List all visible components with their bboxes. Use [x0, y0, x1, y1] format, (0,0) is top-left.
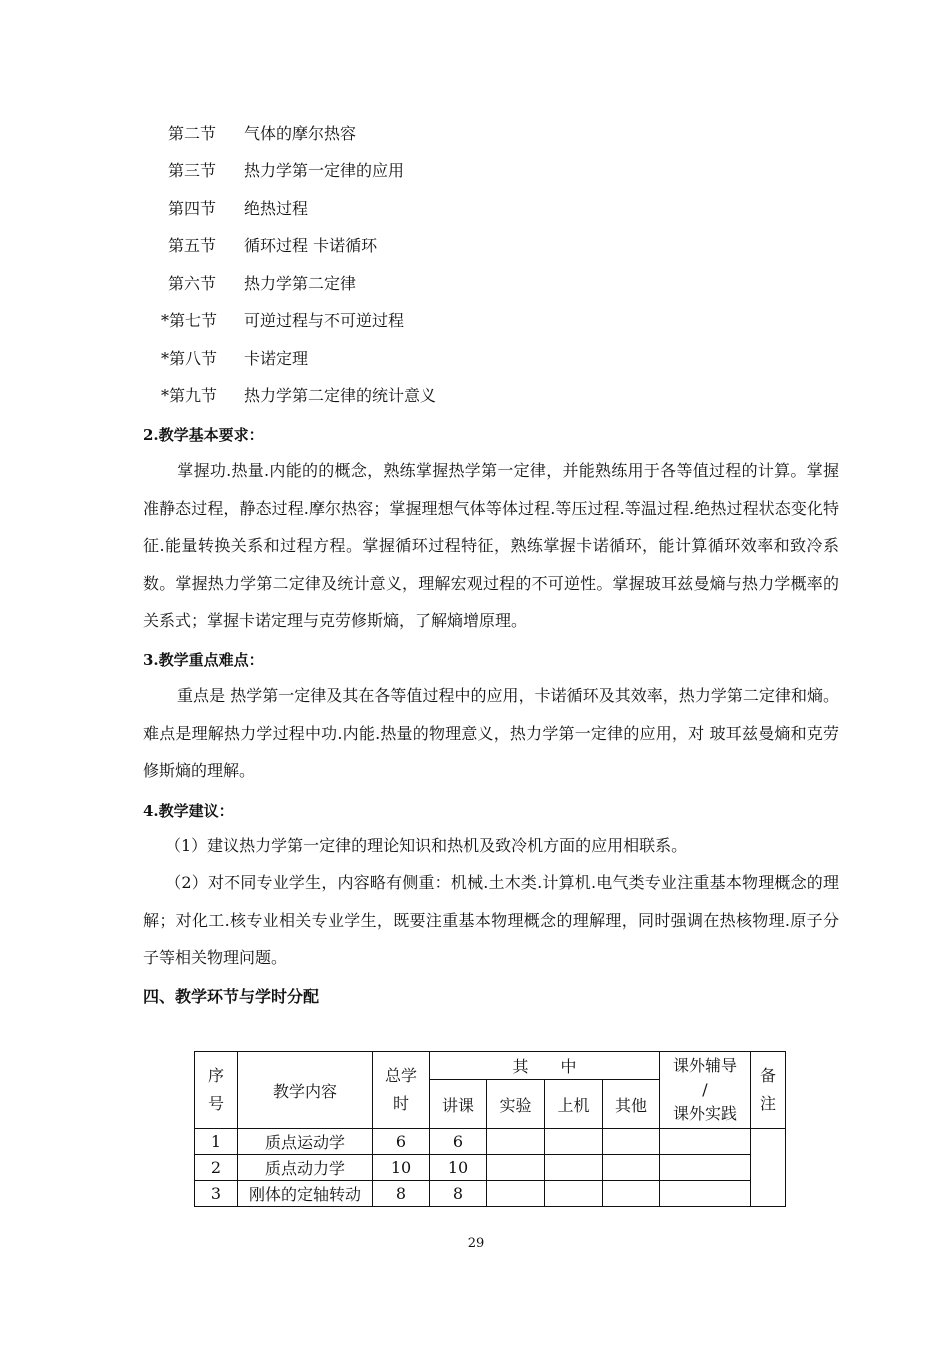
section-item: 第五节 循环过程 卡诺循环: [168, 236, 378, 255]
section-item: 第二节 气体的摩尔热容: [168, 124, 357, 143]
header-note: 备 注: [751, 1052, 786, 1129]
section-item: *第七节 可逆过程与不可逆过程: [161, 311, 405, 330]
part4-heading: 四、教学环节与学时分配: [143, 987, 320, 1006]
section-item: *第八节 卡诺定理: [161, 349, 309, 368]
section-item: 第四节 绝热过程: [168, 199, 309, 218]
table-row: 2 质点动力学 10 10: [195, 1155, 786, 1181]
section-item: *第九节 热力学第二定律的统计意义: [161, 386, 437, 405]
hours-allocation-table: [194, 1051, 786, 1207]
header-extra: 课外辅导 / 课外实践: [660, 1052, 751, 1129]
section-item: 第六节 热力学第二定律: [168, 274, 357, 293]
header-lecture: 讲课: [430, 1080, 487, 1129]
header-computer: 上机: [545, 1080, 603, 1129]
header-lab: 实验: [487, 1080, 545, 1129]
requirements-heading: 2.教学基本要求：: [143, 426, 264, 444]
advice-item-2: （2）对不同专业学生，内容略有侧重：机械.土木类.计算机.电气类专业注重基本物理概念的理解；对化工.核专业相关专业学生，既要注重基本物理概念的理解理，同时强调在热核物理.原子分子等相关物理问题。: [143, 873, 839, 967]
advice-heading: 4.教学建议：: [143, 802, 234, 820]
header-other: 其他: [603, 1080, 660, 1129]
header-among: 其 中: [430, 1052, 660, 1080]
table-row: 1 质点运动学 6 6: [195, 1129, 786, 1155]
header-seq: 序 号: [195, 1052, 238, 1129]
key-points-heading: 3.教学重点难点：: [143, 651, 264, 669]
advice-item-1: （1）建议热力学第一定律的理论知识和热机及致冷机方面的应用相联系。: [165, 836, 688, 855]
table-row: 3 刚体的定轴转动 8 8: [195, 1181, 786, 1207]
header-total: 总学 时: [373, 1052, 430, 1129]
section-item: 第三节 热力学第一定律的应用: [168, 161, 405, 180]
key-points-paragraph: 重点是 热学第一定律及其在各等值过程中的应用，卡诺循环及其效率，热力学第二定律和熵。难点是理解热力学过程中功.内能.热量的物理意义，热力学第一定律的应用，对 玻耳兹曼熵和克劳修斯熵的理解。: [143, 686, 839, 780]
requirements-paragraph: 掌握功.热量.内能的的概念，熟练掌握热学第一定律，并能熟练用于各等值过程的计算。掌握准静态过程，静态过程.摩尔热容；掌握理想气体等体过程.等压过程.等温过程.绝热过程状态变化特征.能量转换关系和过程方程。掌握循环过程特征，熟练掌握卡诺循环，能计算循环效率和致冷系数。掌握热力学第二定律及统计意义，理解宏观过程的不可逆性。掌握玻耳兹曼熵与热力学概率的关系式；掌握卡诺定理与克劳修斯熵，了解熵增原理。: [143, 461, 839, 630]
page-number: 29: [467, 1236, 485, 1251]
header-content: 教学内容: [238, 1052, 373, 1129]
